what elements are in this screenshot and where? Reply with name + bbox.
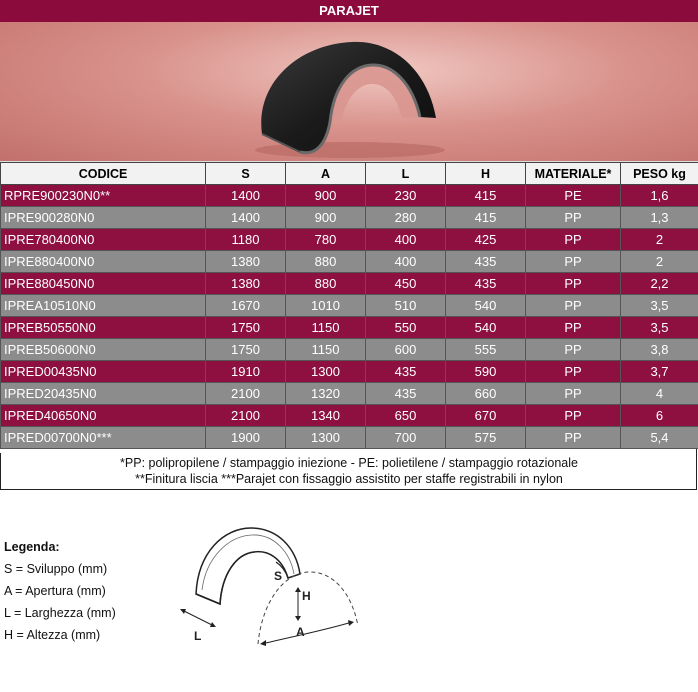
cell-h: 590 (446, 361, 526, 383)
cell-materiale: PP (526, 339, 621, 361)
cell-h: 575 (446, 427, 526, 449)
product-photo (0, 22, 698, 163)
cell-h: 415 (446, 207, 526, 229)
cell-codice: IPRE880400N0 (1, 251, 206, 273)
table-row (1, 405, 698, 427)
cell-a: 1150 (286, 317, 366, 339)
cell-peso: 4 (621, 383, 698, 405)
cell-peso: 6 (621, 405, 698, 427)
cell-codice: IPRED40650N0 (1, 405, 206, 427)
header-s: S (206, 163, 286, 185)
cell-codice: IPRED20435N0 (1, 383, 206, 405)
diagram-label-s: S (274, 569, 283, 583)
cell-a: 1010 (286, 295, 366, 317)
cell-h: 540 (446, 317, 526, 339)
cell-materiale: PP (526, 273, 621, 295)
header-materiale: MATERIALE* (526, 163, 621, 185)
table-row (1, 185, 698, 207)
legend (4, 536, 116, 646)
cell-materiale: PP (526, 229, 621, 251)
product-table (0, 162, 698, 449)
cell-codice: IPRE780400N0 (1, 229, 206, 251)
cell-materiale: PP (526, 207, 621, 229)
legend-title: Legenda: (4, 540, 60, 554)
cell-l: 400 (366, 251, 446, 273)
table-row (1, 229, 698, 251)
cell-l: 650 (366, 405, 446, 427)
legend-item-h: H = Altezza (mm) (4, 628, 101, 642)
cell-codice: IPREB50600N0 (1, 339, 206, 361)
cell-l: 450 (366, 273, 446, 295)
cell-l: 550 (366, 317, 446, 339)
cell-codice: IPRE900280N0 (1, 207, 206, 229)
footnote-material: *PP: polipropilene / stampaggio iniezione - PE: polietilene / stampaggio rotazionale (120, 456, 578, 470)
cell-a: 780 (286, 229, 366, 251)
cell-peso: 3,5 (621, 295, 698, 317)
legend-item-l: L = Larghezza (mm) (4, 606, 116, 620)
cell-peso: 3,8 (621, 339, 698, 361)
cell-l: 600 (366, 339, 446, 361)
sheet-title: PARAJET (0, 0, 698, 22)
cell-l: 400 (366, 229, 446, 251)
table-row (1, 361, 698, 383)
cell-h: 660 (446, 383, 526, 405)
cell-materiale: PP (526, 295, 621, 317)
cell-a: 1320 (286, 383, 366, 405)
footnotes (0, 453, 697, 490)
cell-s: 1900 (206, 427, 286, 449)
cell-a: 1150 (286, 339, 366, 361)
cell-peso: 5,4 (621, 427, 698, 449)
cell-codice: IPRED00435N0 (1, 361, 206, 383)
table-row (1, 317, 698, 339)
header-l: L (366, 163, 446, 185)
table-row (1, 339, 698, 361)
cell-l: 510 (366, 295, 446, 317)
cell-a: 880 (286, 251, 366, 273)
cell-codice: IPRED00700N0*** (1, 427, 206, 449)
cell-l: 435 (366, 361, 446, 383)
cell-h: 435 (446, 273, 526, 295)
cell-peso: 1,6 (621, 185, 698, 207)
cell-peso: 2,2 (621, 273, 698, 295)
cell-s: 1750 (206, 317, 286, 339)
cell-a: 1340 (286, 405, 366, 427)
table-row (1, 427, 698, 449)
cell-peso: 2 (621, 251, 698, 273)
cell-codice: IPRE880450N0 (1, 273, 206, 295)
cell-s: 1380 (206, 251, 286, 273)
cell-s: 1910 (206, 361, 286, 383)
cell-s: 1380 (206, 273, 286, 295)
cell-a: 880 (286, 273, 366, 295)
cell-s: 1750 (206, 339, 286, 361)
mudguard-image (0, 22, 698, 161)
header-peso: PESO kg (621, 163, 698, 185)
cell-l: 280 (366, 207, 446, 229)
table-row (1, 273, 698, 295)
cell-materiale: PP (526, 361, 621, 383)
diagram-label-h: H (302, 589, 311, 603)
cell-peso: 2 (621, 229, 698, 251)
cell-a: 900 (286, 185, 366, 207)
cell-h: 670 (446, 405, 526, 427)
cell-s: 1400 (206, 207, 286, 229)
cell-materiale: PP (526, 383, 621, 405)
cell-materiale: PP (526, 317, 621, 339)
legend-item-a: A = Apertura (mm) (4, 584, 106, 598)
cell-l: 230 (366, 185, 446, 207)
cell-s: 1670 (206, 295, 286, 317)
diagram-label-l: L (194, 629, 202, 643)
table-row (1, 207, 698, 229)
cell-h: 555 (446, 339, 526, 361)
cell-a: 1300 (286, 361, 366, 383)
cell-l: 700 (366, 427, 446, 449)
legend-item-s: S = Sviluppo (mm) (4, 562, 108, 576)
cell-a: 900 (286, 207, 366, 229)
cell-s: 1180 (206, 229, 286, 251)
header-codice: CODICE (1, 163, 206, 185)
cell-h: 540 (446, 295, 526, 317)
cell-h: 435 (446, 251, 526, 273)
table-row (1, 383, 698, 405)
cell-s: 2100 (206, 383, 286, 405)
cell-peso: 1,3 (621, 207, 698, 229)
cell-a: 1300 (286, 427, 366, 449)
cell-h: 425 (446, 229, 526, 251)
cell-s: 2100 (206, 405, 286, 427)
table-row (1, 251, 698, 273)
cell-peso: 3,5 (621, 317, 698, 339)
diagram-label-a: A (296, 625, 305, 639)
cell-materiale: PP (526, 427, 621, 449)
cell-peso: 3,7 (621, 361, 698, 383)
cell-materiale: PP (526, 405, 621, 427)
cell-materiale: PP (526, 251, 621, 273)
footnote-finish: **Finitura liscia ***Parajet con fissaggio assistito per staffe registrabili in nylon (135, 472, 563, 486)
cell-h: 415 (446, 185, 526, 207)
cell-l: 435 (366, 383, 446, 405)
cell-codice: IPREB50550N0 (1, 317, 206, 339)
cell-materiale: PE (526, 185, 621, 207)
cell-codice: RPRE900230N0** (1, 185, 206, 207)
header-h: H (446, 163, 526, 185)
table-row (1, 295, 698, 317)
table-header-row (1, 163, 698, 185)
header-a: A (286, 163, 366, 185)
cell-codice: IPREA10510N0 (1, 295, 206, 317)
cell-s: 1400 (206, 185, 286, 207)
dimension-diagram (176, 522, 366, 652)
